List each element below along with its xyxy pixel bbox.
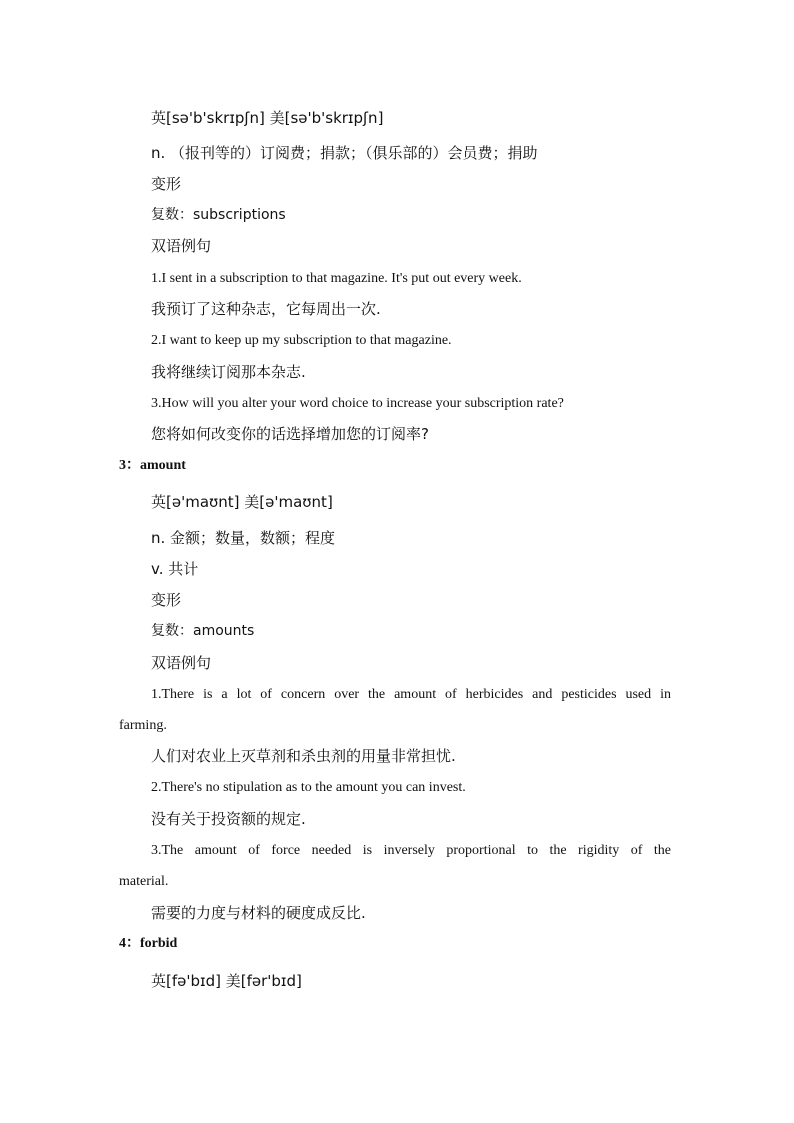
example-english-continued: farming. xyxy=(119,718,167,733)
example-english: 3.How will you alter your word choice to increase your subscription rate? xyxy=(151,396,564,411)
inflection-heading: 变形 xyxy=(151,175,182,193)
example-chinese: 我预订了这种杂志，它每周出一次. xyxy=(151,300,381,318)
pronunciation: 英[ə'maʊnt] 美[ə'maʊnt] xyxy=(151,493,333,511)
examples-heading: 双语例句 xyxy=(151,237,212,255)
entry-heading: 3：amount xyxy=(119,458,186,473)
example-english: 3.The amount of force needed is inversely proportional to the rigidity of the xyxy=(151,843,671,858)
example-chinese: 需要的力度与材料的硬度成反比. xyxy=(151,904,366,922)
example-english-continued: material. xyxy=(119,874,169,889)
plural-form: 复数：amounts xyxy=(151,623,255,639)
definition: v. 共计 xyxy=(151,560,199,578)
definition: n. （报刊等的）订阅费；捐款；（俱乐部的）会员费；捐助 xyxy=(151,144,538,162)
definition: n. 金额；数量，数额；程度 xyxy=(151,529,336,547)
pronunciation: 英[fə'bɪd] 美[fər'bɪd] xyxy=(151,972,302,990)
inflection-heading: 变形 xyxy=(151,591,182,609)
entry-heading: 4：forbid xyxy=(119,936,178,951)
plural-form: 复数：subscriptions xyxy=(151,207,286,223)
examples-heading: 双语例句 xyxy=(151,654,212,672)
example-chinese: 您将如何改变你的话选择增加您的订阅率? xyxy=(151,425,429,443)
example-chinese: 我将继续订阅那本杂志. xyxy=(151,363,306,381)
example-english: 2.There's no stipulation as to the amount you can invest. xyxy=(151,780,466,795)
example-english: 1.I sent in a subscription to that magazine. It's put out every week. xyxy=(151,271,522,286)
example-chinese: 人们对农业上灭草剂和杀虫剂的用量非常担忧. xyxy=(151,747,456,765)
pronunciation: 英[sə'b'skrɪpʃn] 美[sə'b'skrɪpʃn] xyxy=(151,109,384,127)
example-english: 1.There is a lot of concern over the amount of herbicides and pesticides used in xyxy=(151,687,671,702)
example-chinese: 没有关于投资额的规定. xyxy=(151,810,306,828)
example-english: 2.I want to keep up my subscription to that magazine. xyxy=(151,333,452,348)
